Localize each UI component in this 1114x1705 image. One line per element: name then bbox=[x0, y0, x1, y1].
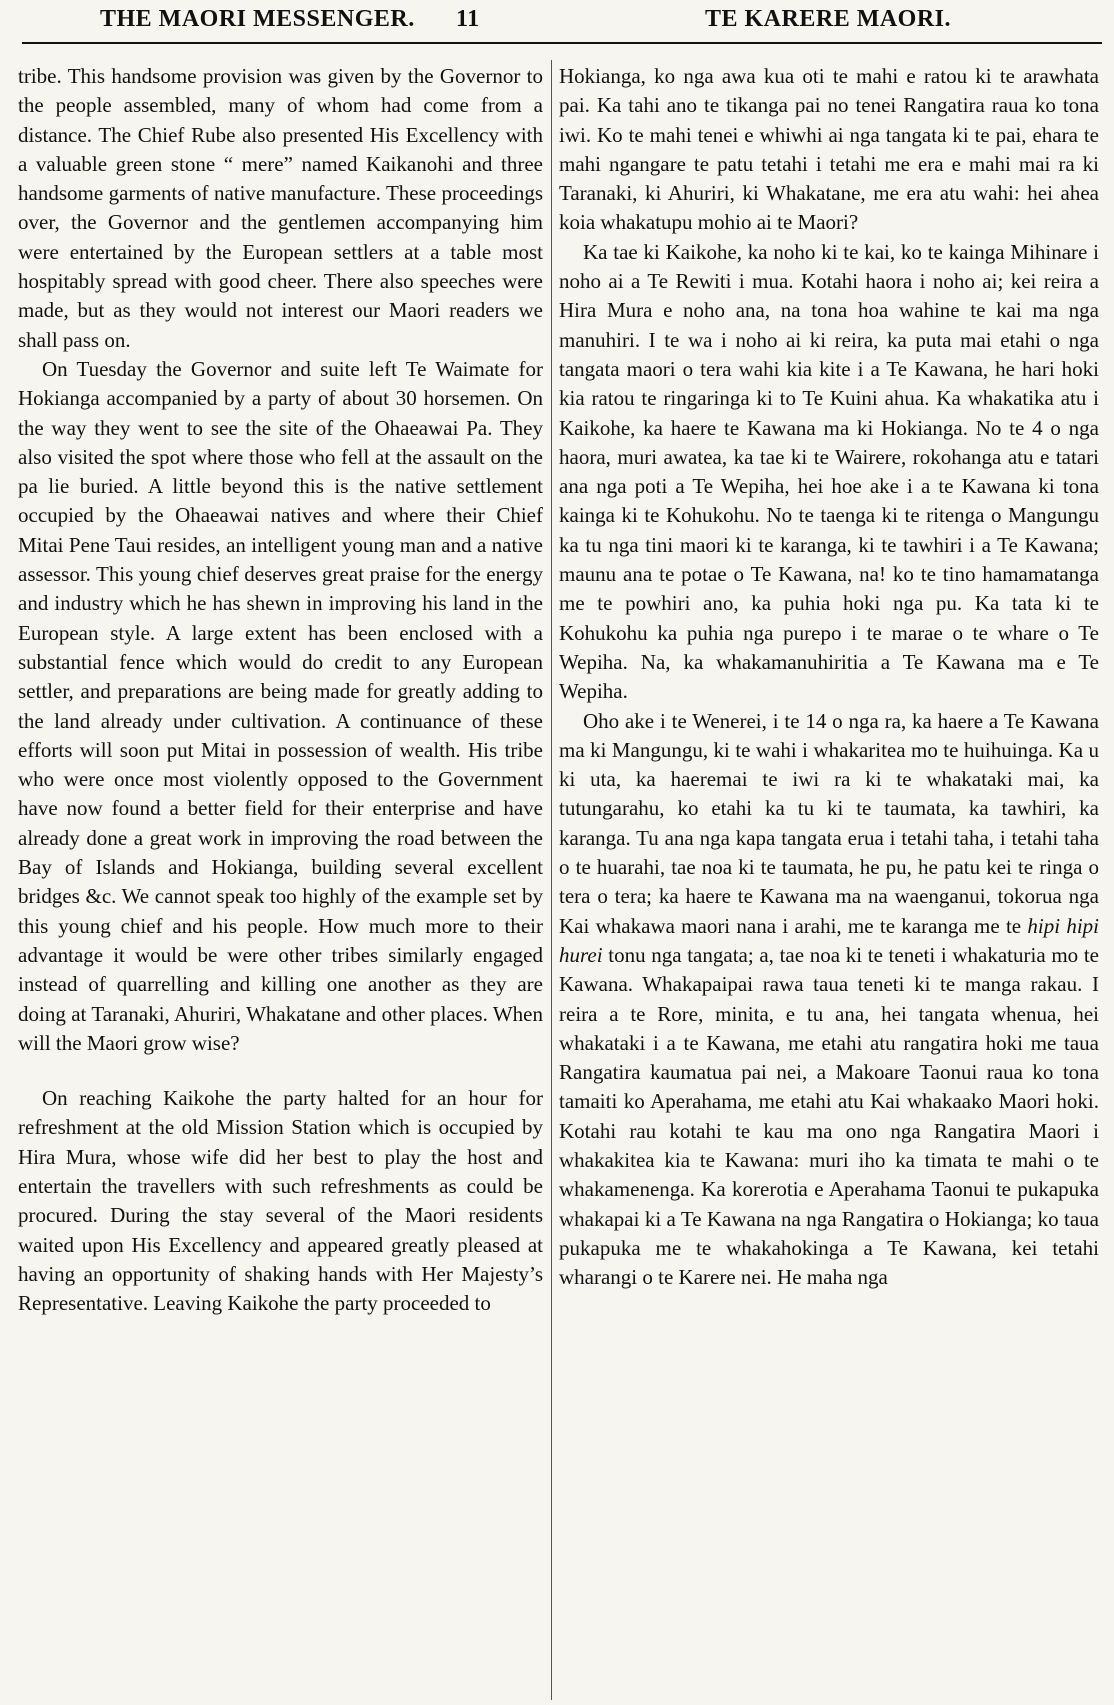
english-column bbox=[18, 62, 543, 1702]
page-number: 11 bbox=[456, 6, 480, 32]
maori-masthead-title: TE KARERE MAORI. bbox=[705, 6, 952, 32]
maori-column bbox=[559, 62, 1099, 1702]
column-divider bbox=[551, 60, 552, 1700]
english-paragraph-2: On Tuesday the Governor and suite left Te Waimate for Hokianga accompanied by a party of about 30 horsemen. On the way they went to see the site of the Ohaeawai Pa. They also visited the spot where those who fell at the assault on the pa lie buried. A little beyond this is the native settlement occupied by the Ohaeawai natives and where their Chief Mitai Pene Taui resides, an intelligent young man and a native assessor. This young chief deserves great praise for the energy and industry which he has shewn in improving his land in the European style. A large extent has been enclosed with a substantial fence which would do credit to any European settler, and preparations are being made for greatly adding to the land already under cultivation. A continuance of these efforts will soon put Mitai in possession of wealth. His tribe who were once most violently opposed to the Government have now found a better field for their enterprise and have already done a great work in improving the road between the Bay of Islands and Hokianga, building several excellent bridges &c. We cannot speak too highly of the example set by this young chief and his people. How much more to their advantage it would be were other tribes similarly engaged instead of quarrelling and killing one another as they are doing at Taranaki, Ahuriri, Whakatane and other places. When will the Maori grow wise? bbox=[18, 356, 543, 1055]
english-masthead-title: THE MAORI MESSENGER. bbox=[100, 6, 415, 32]
page-header bbox=[0, 0, 1114, 44]
maori-paragraph-1: Hokianga, ko nga awa kua oti te mahi e ratou ki te arawhata pai. Ka tahi ano te tikanga pai no tenei Rangatira raua ko tona iwi. Ko te mahi tenei e whiwhi ai nga tangata ki te pai, ehara te mahi ngangare te patu tetahi i tetahi me era e mahi mai ra ki Taranaki, ki Ahuriri, ki Whakatane, me era atu wahi: hei ahea koia whakatupu mohio ai te Maori? bbox=[559, 64, 1099, 235]
english-paragraph-3: On reaching Kaikohe the party halted for an hour for refreshment at the old Mission Station which is occupied by Hira Mura, whose wife did her best to play the host and entertain the travellers with such refreshments as could be procured. During the stay several of the Maori residents waited upon His Excellency and appeared greatly pleased at having an opportunity of shaking hands with Her Majesty’s Representative. Leaving Kaikohe the party proceeded to bbox=[18, 1086, 543, 1316]
maori-paragraph-3 bbox=[559, 707, 1099, 1293]
maori-paragraph-3-start: Oho ake i te Wenerei, i te 14 o nga ra, ka haere a Te Kawana ma ki Mangungu, ki te wahi i whakaritea mo te huihuinga. Ka u ki uta, ka haeremai te iwi ra ki te whakataki mai, ka tutungarahu, ko etahi ka tu ki te taumata, ka tawhiri, ka karanga. Tu ana nga kapa tangata erua i tetahi taha, i tetahi taha o te huarahi, tae noa ki te taumata, he pu, he patu kei te ringa o tera o tera; ka haere te Kawana ma na waenganui, tokorua nga Kai whakawa maori nana i arahi, me te karanga me te bbox=[559, 708, 1099, 938]
header-rule bbox=[22, 42, 1102, 44]
maori-paragraph-3-end: tonu nga tangata; a, tae noa ki te teneti i whakaturia mo te Kawana. Whakapaipai rawa taua teneti ki te manga rakau. I reira a te Rore, minita, e tu ana, hei tangata whenua, hei whakataki i a te Kawana, me etahi atu rangatira hoki me taua Rangatira kaumatua pai nei, a Makoare Taonui raua ko tona tamaiti ko Aperahama, me etahi atu Kai whakaako Maori hoki. Kotahi rau kotahi te kau ma ono nga Rangatira Maori i whakakitea kia te Kawana: muri iho ka timata te mahi o te whakamenenga. Ka korerotia e Aperahama Taonui te pukapuka whakapai ki a Te Kawana na nga Rangatira o Hokianga; ko taua pukapuka me te whakahokinga a Te Kawana, kei tetahi wharangi o te Karere nei. He maha nga bbox=[559, 942, 1099, 1290]
maori-paragraph-2: Ka tae ki Kaikohe, ka noho ki te kai, ko te kainga Mihinare i noho ai a Te Rewiti i mua. Kotahi haora i noho ai; kei reira a Hira Mura e noho ana, na tona hoa wahine te kai ma nga manuhiri. I te wa i noho ai ki reira, ka puta mai etahi o nga tangata maori o tera wahi kia kite i a Te Kawana, he hari hoki kia ratou te ringaringa ki to Te Kuini ahua. Ka whakatika atu i Kaikohe, ka haere te Kawana ma ki Hokianga. No te 4 o nga haora, muri awatea, ka tae ki te Wairere, rokohanga atu e tatari ana nga poti a Te Wepiha, hei hoe ake i a te Kawana ki tona kainga ki te Kohukohu. No te taenga ki te ritenga o Mangungu ka tu nga tini maori ki te karanga, ki te tawhiri i a Te Kawana; maunu ana te potae o Te Kawana, na! ko te tino hamamatanga me te powhiri ano, ka puhia hoki nga pu. Ka tata ki te Kohukohu ka puhia nga purepo i te marae o te whare o Te Wepiha. Na, ka whakamanuhiritia a Te Kawana ma e Te Wepiha. bbox=[559, 239, 1099, 704]
english-paragraph-1: tribe. This handsome provision was given by the Governor to the people assembled, many of whom had come from a distance. The Chief Rube also presented His Excellency with a valuable green stone “ mere” named Kaikanohi and three handsome garments of native manufacture. These proceedings over, the Governor and the gentlemen accompanying him were entertained by the European settlers at a table most hospitably spread with good cheer. There also speeches were made, but as they would not interest our Maori readers we shall pass on. bbox=[18, 64, 543, 352]
maori-paragraph-3-italic: hipi hipi hurei bbox=[559, 913, 1099, 967]
